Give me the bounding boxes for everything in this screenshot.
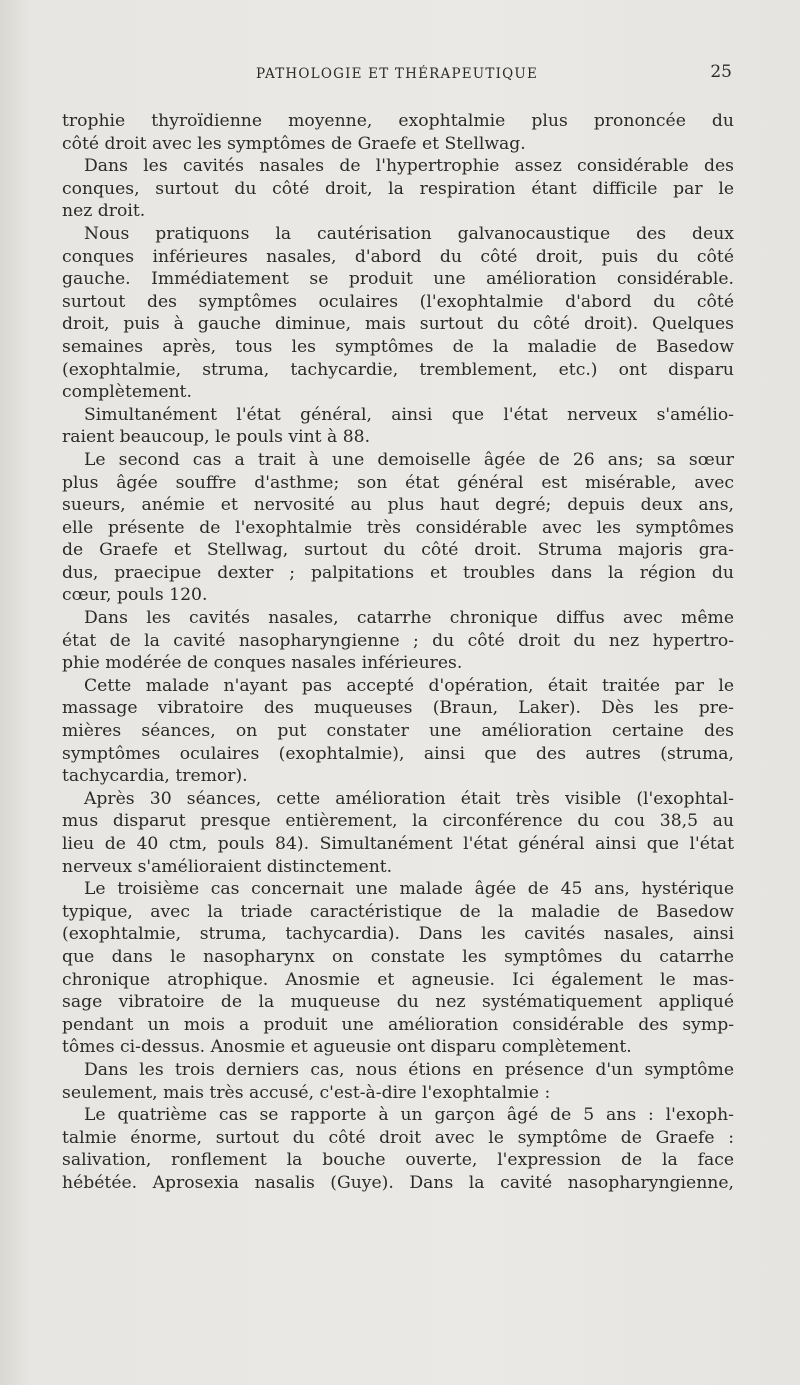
text-line: Le second cas a trait à une demoiselle âgée de 26 ans; sa sœur <box>84 449 734 470</box>
text-line: Le quatrième cas se rapporte à un garçon âgé de 5 ans : l'exoph- <box>84 1105 734 1126</box>
text-line: semaines après, tous les symptômes de la maladie de Basedow <box>62 336 734 357</box>
text-line: mus disparut presque entièrement, la circonférence du cou 38,5 au <box>62 811 734 832</box>
text-line: tachycardia, tremor). <box>62 766 248 787</box>
text-line: seulement, mais très accusé, c'est-à-dire l'exophtalmie : <box>62 1082 551 1103</box>
text-line: côté droit avec les symptômes de Graefe et Stellwag. <box>62 133 526 154</box>
text-line: sage vibratoire de la muqueuse du nez systématiquement appliqué <box>62 992 734 1013</box>
text-line: surtout des symptômes oculaires (l'exophtalmie d'abord du côté <box>62 291 734 312</box>
text-line: complètement. <box>62 382 192 403</box>
text-line: massage vibratoire des muqueuses (Braun, Laker). Dès les pre- <box>62 698 734 719</box>
text-line: chronique atrophique. Anosmie et agneusie. Ici également le mas- <box>62 969 734 990</box>
text-line: gauche. Immédiatement se produit une amélioration considérable. <box>62 269 734 290</box>
page-number: 25 <box>710 62 732 82</box>
text-line: talmie énorme, surtout du côté droit avec le symptôme de Graefe : <box>62 1127 734 1148</box>
text-line: typique, avec la triade caractéristique de la maladie de Basedow <box>62 901 734 922</box>
text-line: conques inférieures nasales, d'abord du côté droit, puis du côté <box>62 246 734 267</box>
text-line: nerveux s'amélioraient distinctement. <box>62 856 393 877</box>
text-line: cœur, pouls 120. <box>62 585 208 606</box>
text-line: de Graefe et Stellwag, surtout du côté droit. Struma majoris gra- <box>62 540 734 561</box>
text-line: lieu de 40 ctm, pouls 84). Simultanément l'état général ainsi que l'état <box>62 834 734 854</box>
page-header <box>62 62 732 92</box>
body-text <box>62 110 734 1195</box>
text-line: droit, puis à gauche diminue, mais surtout du côté droit). Quelques <box>62 314 734 335</box>
text-line: nez droit. <box>62 201 146 222</box>
text-line: mières séances, on put constater une amélioration certaine des <box>62 721 734 742</box>
text-line: sueurs, anémie et nervosité au plus haut degré; depuis deux ans, <box>62 495 734 516</box>
text-line: (exophtalmie, struma, tachycardie, tremblement, etc.) ont disparu <box>62 359 734 380</box>
text-line: hébétée. Aprosexia nasalis (Guye). Dans la cavité nasopharyngienne, <box>62 1172 734 1193</box>
text-line: symptômes oculaires (exophtalmie), ainsi que des autres (struma, <box>62 743 734 764</box>
running-title: PATHOLOGIE ET THÉRAPEUTIQUE <box>255 66 539 82</box>
text-line: pendant un mois a produit une amélioration considérable des symp- <box>62 1014 734 1035</box>
text-line: Cette malade n'ayant pas accepté d'opération, était traitée par le <box>84 675 734 696</box>
text-line: Nous pratiquons la cautérisation galvanocaustique des deux <box>84 223 734 244</box>
text-line: dus, praecipue dexter ; palpitations et troubles dans la région du <box>62 562 734 583</box>
text-line: Simultanément l'état général, ainsi que l'état nerveux s'amélio- <box>84 404 734 425</box>
text-line: tômes ci-dessus. Anosmie et agueusie ont disparu complètement. <box>62 1037 632 1058</box>
text-line: Dans les trois derniers cas, nous étions en présence d'un symptôme <box>84 1059 734 1080</box>
text-line: raient beaucoup, le pouls vint à 88. <box>62 427 371 448</box>
text-line: état de la cavité nasopharyngienne ; du côté droit du nez hypertro- <box>62 630 734 651</box>
text-line: Dans les cavités nasales, catarrhe chronique diffus avec même <box>84 608 734 629</box>
text-line: Après 30 séances, cette amélioration était très visible (l'exophtal- <box>84 788 734 809</box>
text-line: que dans le nasopharynx on constate les symptômes du catarrhe <box>62 946 734 967</box>
text-line: salivation, ronflement la bouche ouverte, l'expression de la face <box>62 1150 734 1171</box>
text-line: trophie thyroïdienne moyenne, exophtalmie plus prononcée du <box>62 111 734 131</box>
text-line: elle présente de l'exophtalmie très considérable avec les symptômes <box>62 517 734 538</box>
text-line: plus âgée souffre d'asthme; son état général est misérable, avec <box>62 472 734 493</box>
text-line: Le troisième cas concernait une malade âgée de 45 ans, hystérique <box>84 879 734 900</box>
text-line: (exophtalmie, struma, tachycardia). Dans les cavités nasales, ainsi <box>62 924 734 945</box>
text-line: phie modérée de conques nasales inférieures. <box>62 653 463 674</box>
text-line: Dans les cavités nasales de l'hypertrophie assez considérable des <box>84 156 734 177</box>
text-line: conques, surtout du côté droit, la respiration étant difficile par le <box>62 178 734 199</box>
